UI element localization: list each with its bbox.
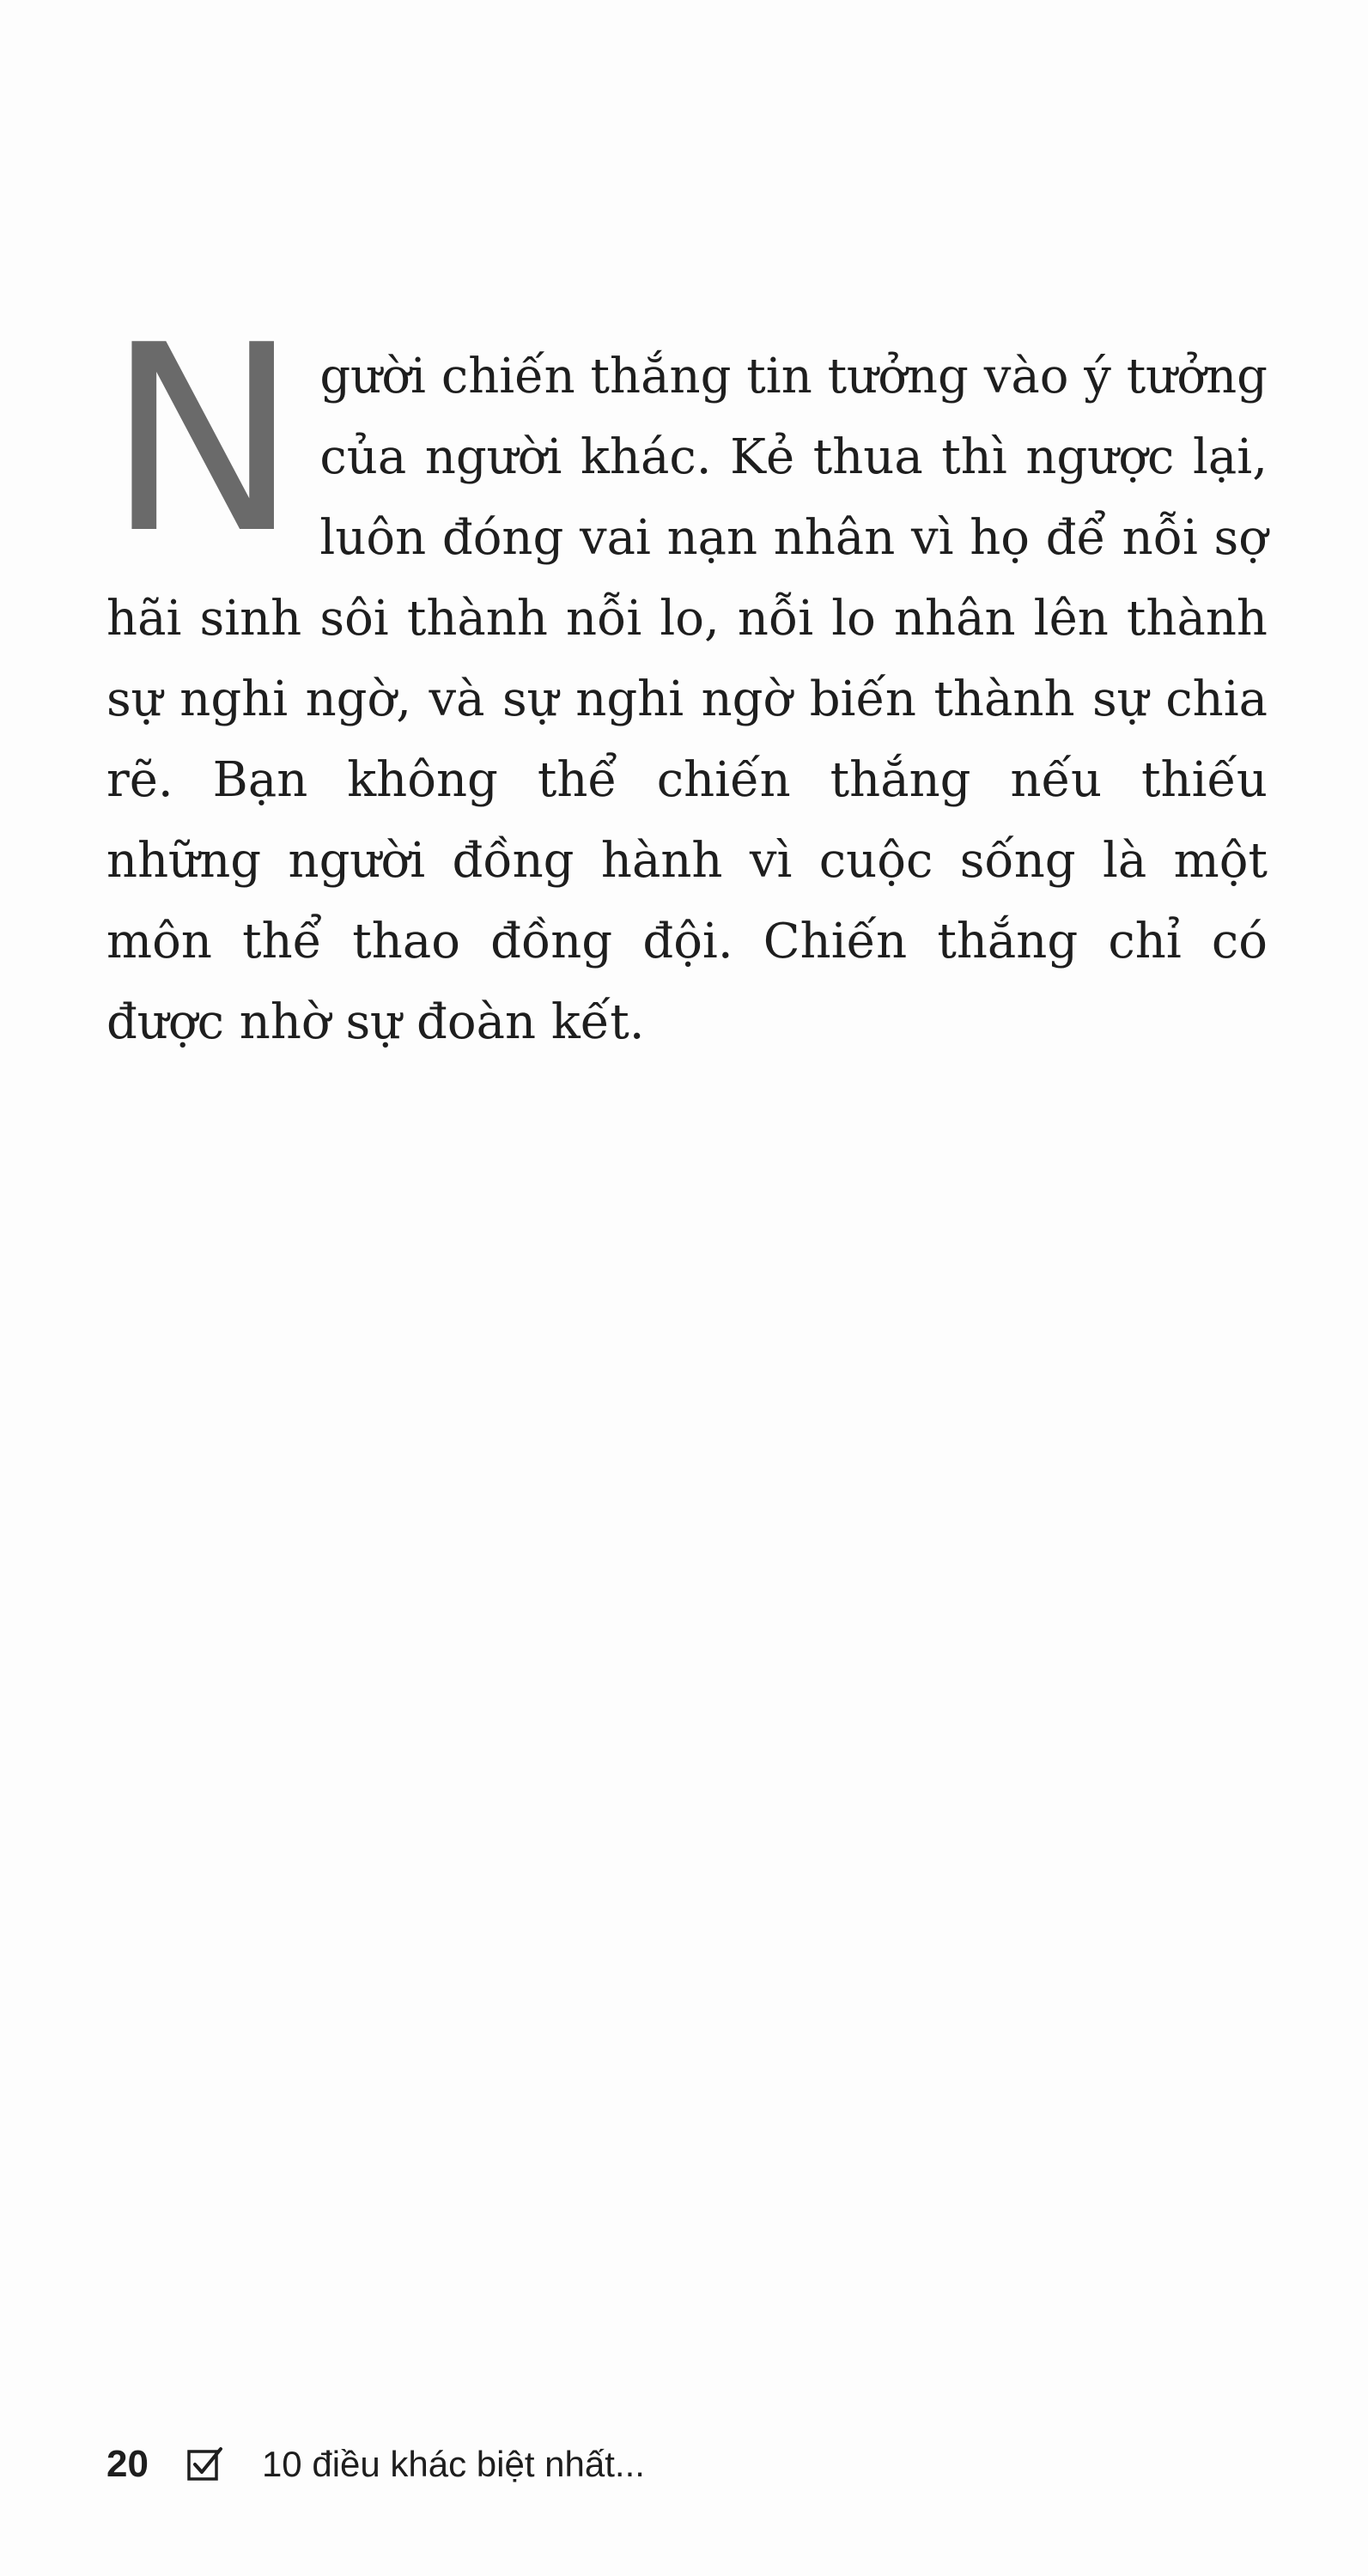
running-title: 10 điều khác biệt nhất... [261, 2444, 645, 2484]
drop-cap: N [106, 290, 296, 590]
paragraph-text: gười chiến thắng tin tưởng vào ý tưởng của người khác. Kẻ thua thì ngược lại, luôn đóng vai nạn nhân vì họ để nỗi sợ hãi sinh sôi thành nỗi lo, nỗi lo nhân lên thành sự nghi ngờ, và sự nghi ngờ biến thành sự chia rẽ. Bạn không thể chiến thắng nếu thiếu những người đồng hành vì cuộc sống là một môn thể thao đồng đội. Chiến thắng chỉ có được nhờ sự đoàn kết. [106, 349, 1268, 1050]
paragraph [106, 290, 1268, 1063]
page-number: 20 [106, 2443, 149, 2485]
page-footer [106, 2439, 645, 2490]
checkbox-checked-icon [186, 2445, 224, 2483]
